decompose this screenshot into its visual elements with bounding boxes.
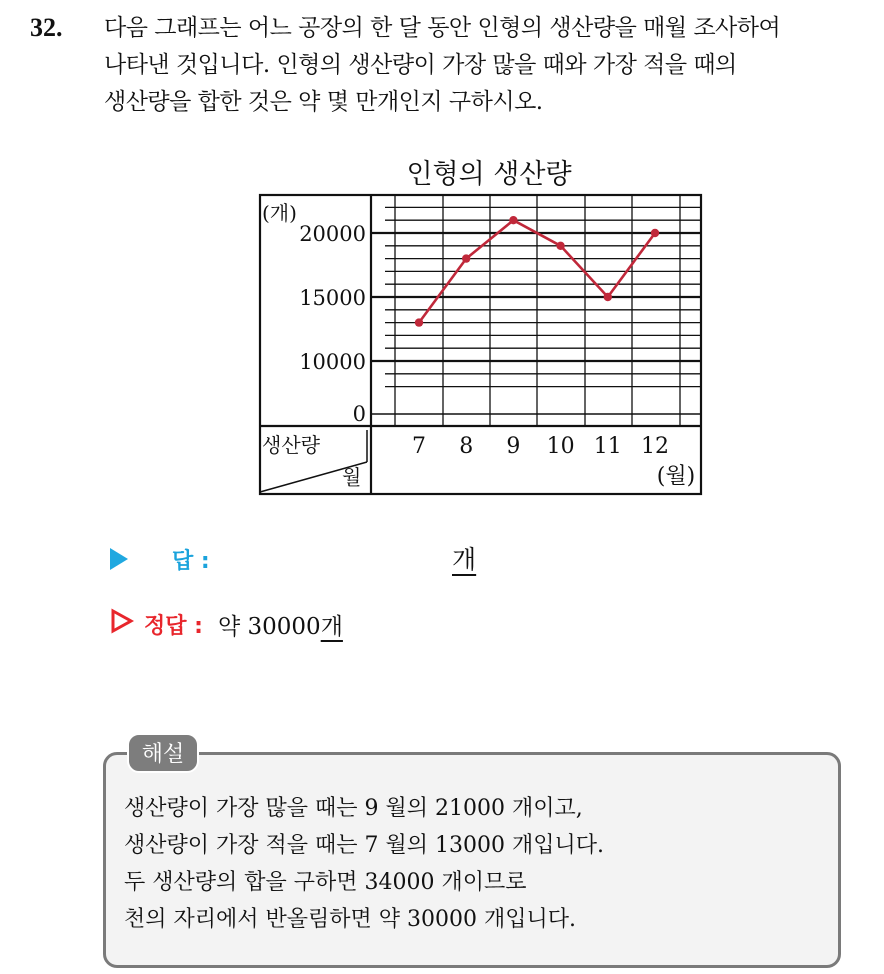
x-axis-ticks: [412, 434, 669, 459]
question-line: 다음 그래프는 어느 공장의 한 달 동안 인형의 생산량을 매월 조사하여: [104, 15, 781, 41]
y-axis-ticks: [299, 222, 366, 426]
question-line: 생산량을 합한 것은 약 몇 만개인지 구하시오.: [104, 89, 543, 115]
x-tick-label: 8: [459, 434, 474, 459]
answer-unit[interactable]: 개: [452, 545, 477, 574]
explanation-line: 생산량이 가장 적을 때는 7 월의 13000 개입니다.: [124, 833, 604, 858]
x-tick-label: 12: [641, 434, 669, 459]
y-tick-label: 20000: [299, 222, 366, 246]
y-tick-label: 0: [352, 402, 366, 426]
chart-title: 인형의 생산량: [406, 159, 572, 190]
x-tick-label: 11: [593, 434, 622, 459]
explanation-line: 두 생산량의 합을 구하면 34000 개이므로: [124, 870, 527, 895]
answer-label: 답 :: [172, 549, 210, 574]
play-triangle-icon: [110, 548, 128, 570]
y-tick-label: 10000: [299, 350, 366, 374]
data-point: [509, 216, 517, 224]
question-line: 나타낸 것입니다. 인형의 생산량이 가장 많을 때와 가장 적을 때의: [104, 52, 737, 78]
correct-prefix: 약 30000: [218, 614, 321, 640]
data-point: [556, 242, 564, 250]
y-axis-unit: (개): [262, 201, 297, 225]
answer-row: [110, 540, 510, 580]
question-number: 32.: [30, 13, 63, 42]
data-point: [462, 254, 470, 262]
chart-grid: [371, 195, 701, 426]
explanation-tag: 해설: [127, 733, 199, 773]
explanation-line: 생산량이 가장 많을 때는 9 월의 21000 개이고,: [124, 796, 583, 821]
x-tick-label: 9: [506, 434, 521, 459]
correct-label: 정답 :: [144, 614, 203, 639]
correct-answer-row: [110, 606, 510, 646]
x-axis-unit: (월): [656, 464, 696, 489]
correct-value: [218, 608, 343, 641]
y-tick-label: 15000: [299, 286, 366, 310]
correct-unit: 개: [320, 614, 343, 640]
data-point: [651, 229, 659, 237]
x-tick-label: 7: [412, 434, 426, 459]
outline-triangle-icon: [110, 608, 134, 634]
corner-label-bottom: 월: [342, 465, 362, 489]
explanation-line: 천의 자리에서 반올림하면 약 30000 개입니다.: [124, 907, 576, 932]
x-tick-label: 10: [546, 434, 575, 459]
corner-label-top: 생산량: [262, 433, 320, 457]
explanation-text: [124, 790, 604, 938]
data-point: [415, 318, 423, 326]
data-point: [604, 293, 612, 301]
